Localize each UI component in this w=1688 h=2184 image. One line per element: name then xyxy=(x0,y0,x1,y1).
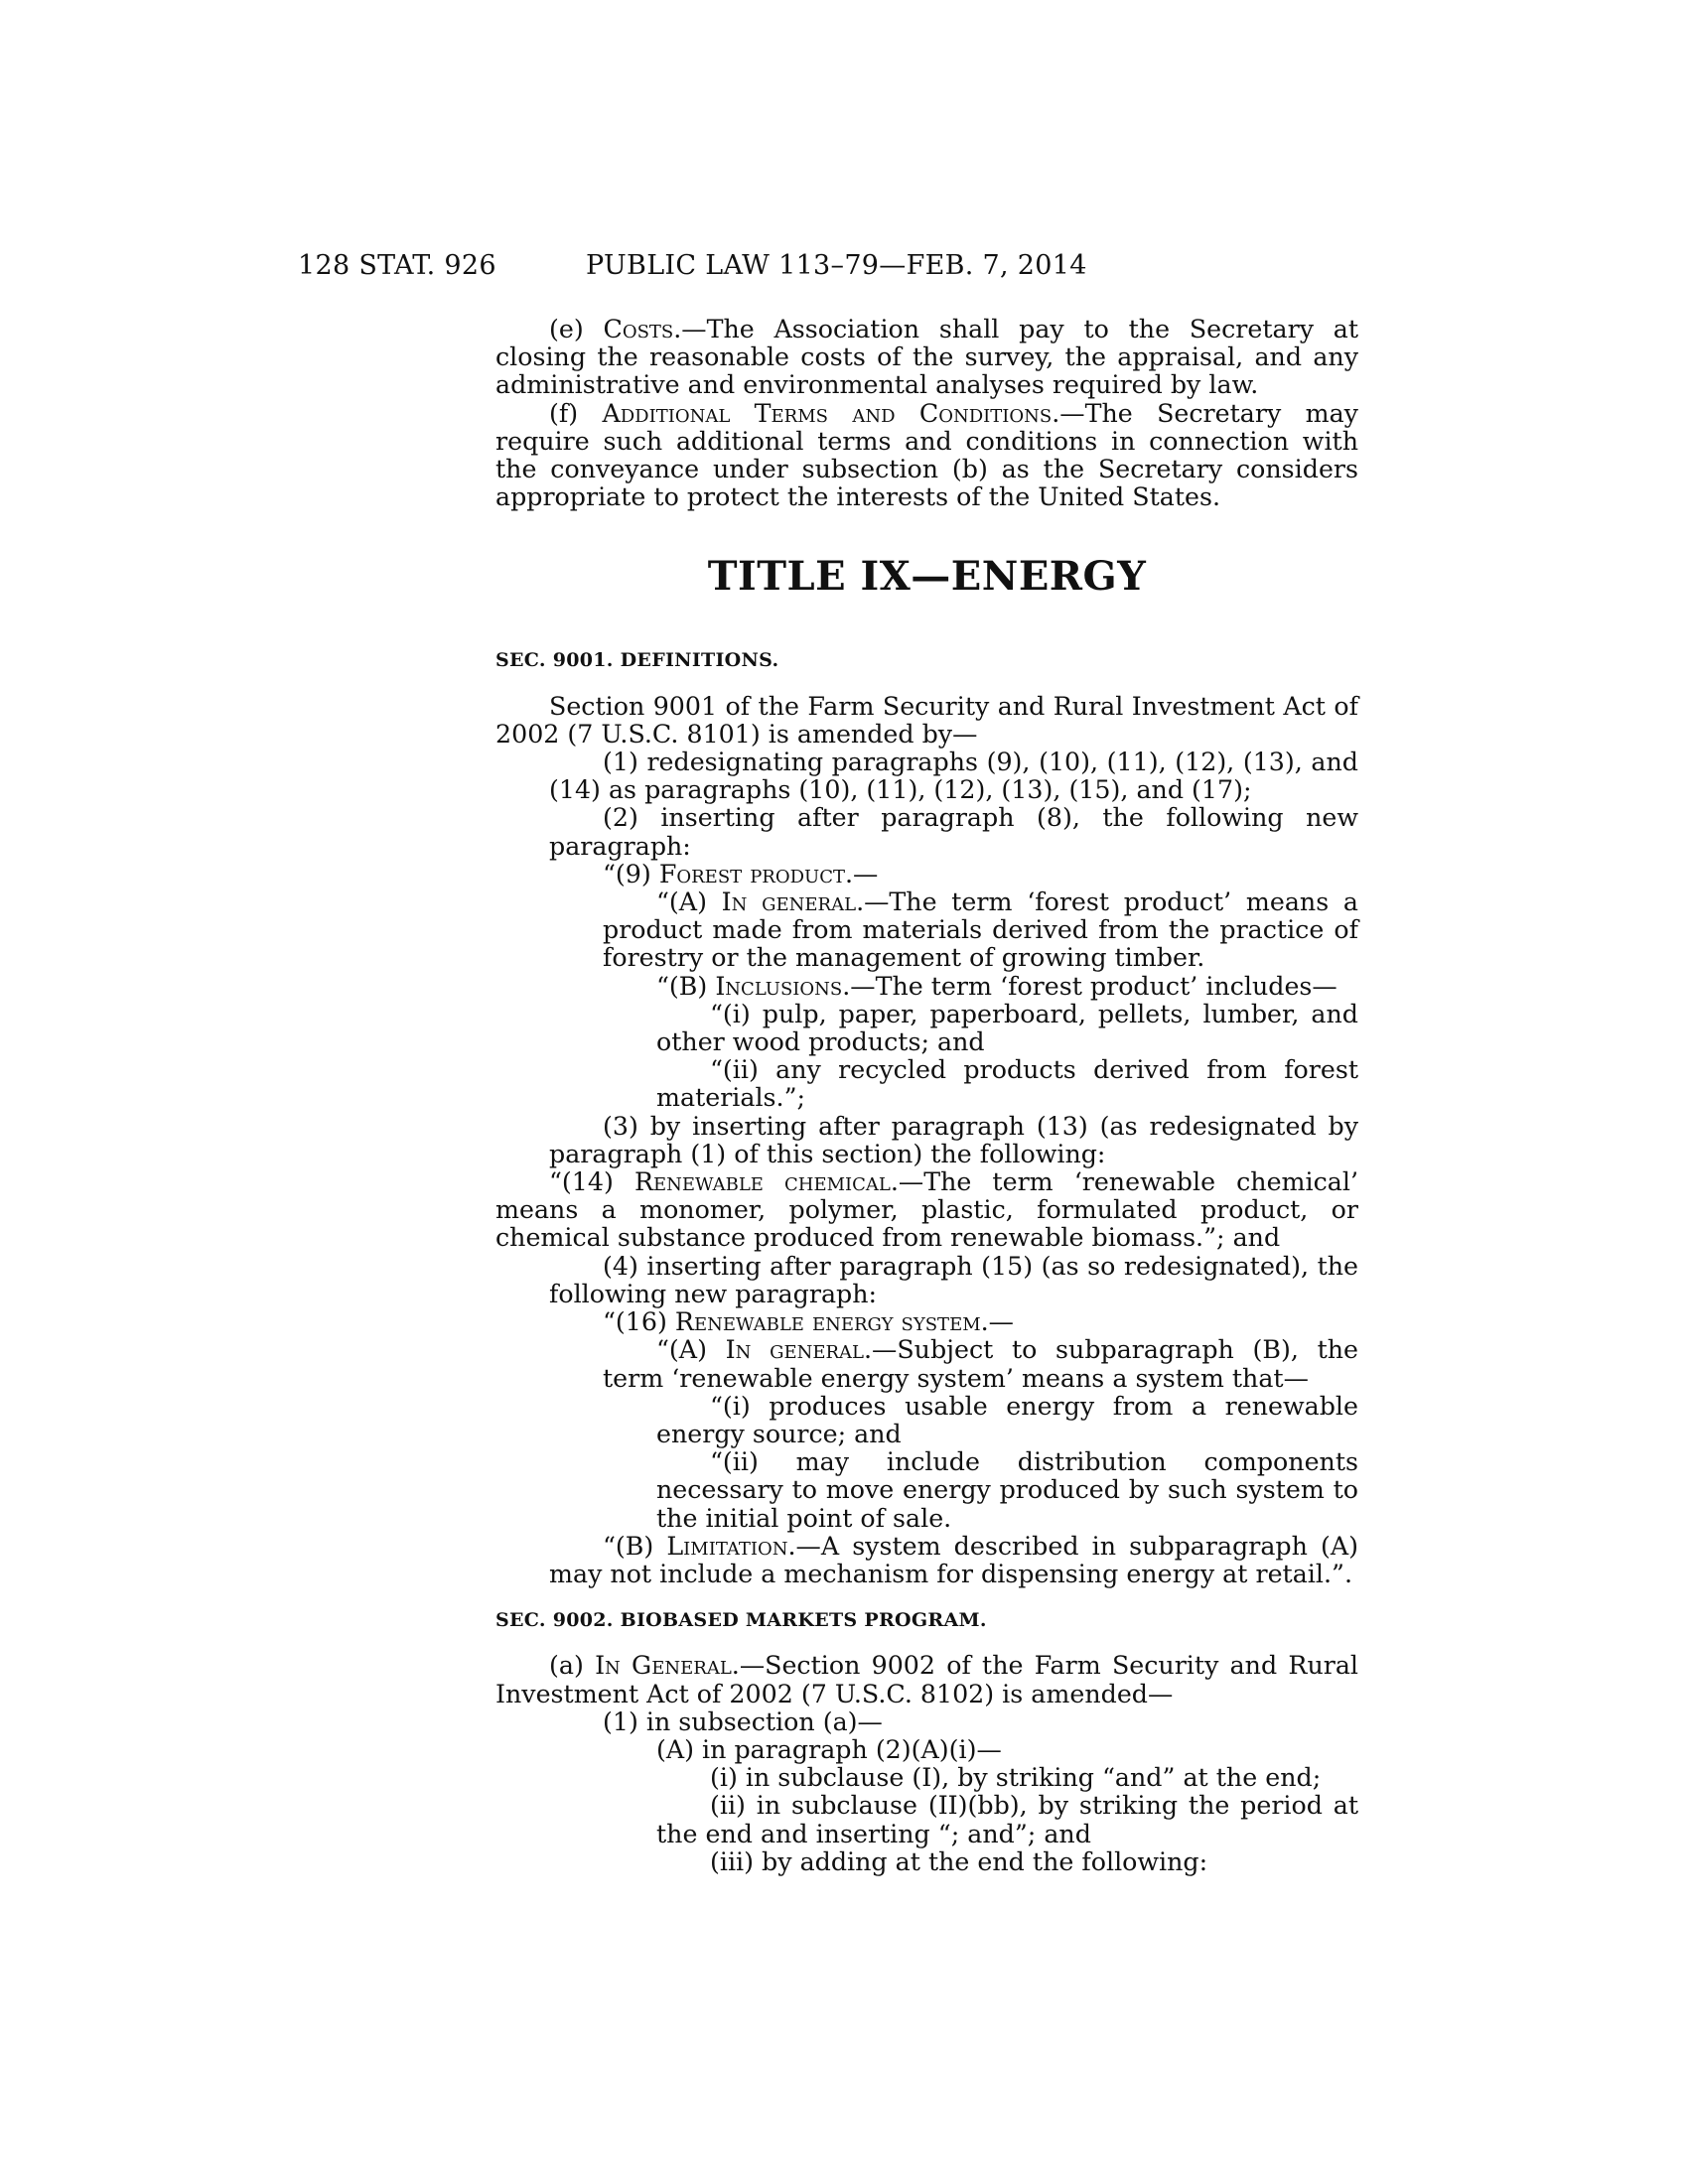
section-9002-a: (a) In General.—Section 9002 of the Farm Security and Rural Investment Act of 2002 (7 U.S.C. 8102) is amended— xyxy=(495,1651,1358,1708)
running-header: PUBLIC LAW 113–79—FEB. 7, 2014 xyxy=(586,250,1087,281)
paragraph-16-B: “(B) Limitation.—A system described in subparagraph (A) may not include a mechanism for dispensing energy at retail.”. xyxy=(549,1531,1358,1588)
section-9002-heading: SEC. 9002. BIOBASED MARKETS PROGRAM. xyxy=(495,1609,987,1632)
paragraph-16: “(16) Renewable energy system.— xyxy=(603,1307,1014,1337)
section-9002-a-1-A-ii: (ii) in subclause (II)(bb), by striking the period at the end and inserting “; and”; and xyxy=(656,1791,1358,1848)
paragraph-e: (e) Costs.—The Association shall pay to the Secretary at closing the reasonable costs of the survey, the appraisal, and any administrative and environmental analyses required by law. xyxy=(495,315,1358,400)
paragraph-16-A-ii: “(ii) may include distribution components necessary to move energy produced by such system to the initial point of sale. xyxy=(656,1447,1358,1533)
paragraph-9-B-ii: “(ii) any recycled products derived from forest materials.”; xyxy=(656,1055,1358,1113)
heading-costs: Costs xyxy=(603,315,674,343)
paragraph-9-B-i: “(i) pulp, paper, paperboard, pellets, lumber, and other wood products; and xyxy=(656,999,1358,1057)
paragraph-9-B: “(B) Inclusions.—The term ‘forest product’ includes— xyxy=(656,971,1337,1001)
section-9001-intro: Section 9001 of the Farm Security and Rural Investment Act of 2002 (7 U.S.C. 8101) is amended by— xyxy=(495,691,1358,749)
heading-additional-terms: Additional Terms and Conditions xyxy=(602,398,1053,428)
title-heading: TITLE IX—ENERGY xyxy=(707,553,1147,601)
section-9002-a-1-A-iii: (iii) by adding at the end the following: xyxy=(710,1846,1208,1876)
section-9001-heading: SEC. 9001. DEFINITIONS. xyxy=(495,649,779,672)
section-9002-a-1: (1) in subsection (a)— xyxy=(603,1706,883,1736)
paragraph-14: “(14) Renewable chemical.—The term ‘renewable chemical’ means a monomer, polymer, plastic, formulated product, or chemical substance produced from renewable biomass.”; and xyxy=(495,1167,1359,1253)
paragraph-9: “(9) Forest product.— xyxy=(603,859,879,888)
section-9002-a-1-A: (A) in paragraph (2)(A)(i)— xyxy=(656,1734,1002,1764)
paragraph-f: (f) Additional Terms and Conditions.—The Secretary may require such additional terms and conditions in connection with the conveyance under subsection (b) as the Secretary considers appropriate to protect the interests of the United States. xyxy=(495,398,1358,512)
document-body xyxy=(495,316,1358,1876)
section-9002-a-1-A-i: (i) in subclause (I), by striking “and” at the end; xyxy=(710,1763,1322,1793)
section-9001-item-1: (1) redesignating paragraphs (9), (10), (11), (12), (13), and (14) as paragraphs (10), (11), (12), (13), (15), and (17); xyxy=(549,748,1358,805)
paragraph-9-A: “(A) In general.—The term ‘forest product’ means a product made from materials derived from the practice of forestry or the management of growing timber. xyxy=(603,887,1359,973)
paragraph-16-A: “(A) In general.—Subject to subparagraph (B), the term ‘renewable energy system’ means a system that— xyxy=(603,1335,1358,1393)
section-9001-item-4: (4) inserting after paragraph (15) (as so redesignated), the following new paragraph: xyxy=(549,1251,1358,1308)
paragraph-16-A-i: “(i) produces usable energy from a renewable energy source; and xyxy=(656,1391,1358,1448)
section-9001-item-2: (2) inserting after paragraph (8), the following new paragraph: xyxy=(549,803,1358,861)
section-9001-item-3: (3) by inserting after paragraph (13) (as redesignated by paragraph (1) of this section) the following: xyxy=(549,1111,1358,1168)
page-citation: 128 STAT. 926 xyxy=(298,250,496,281)
